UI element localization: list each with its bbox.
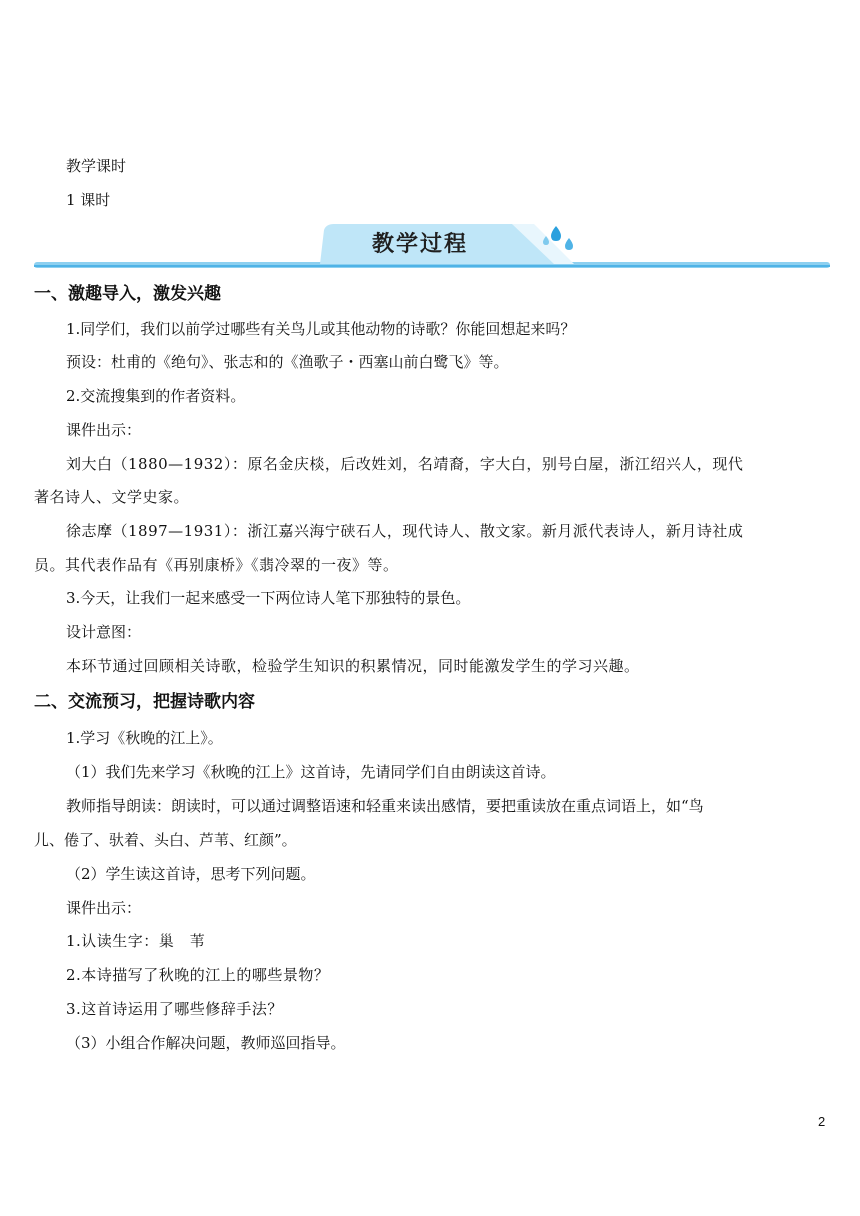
water-drop-icon [551, 226, 561, 241]
paragraph: 徐志摩（1897—1931）：浙江嘉兴海宁硖石人，现代诗人、散文家。新月派代表诗人，新月诗社成 [66, 522, 744, 540]
teaching-hours-label: 教学课时 [66, 157, 127, 175]
paragraph: 课件出示： [66, 421, 142, 439]
paragraph: 教师指导朗读：朗读时，可以通过调整语速和轻重来读出感情，要把重读放在重点词语上，如“鸟 [66, 797, 704, 815]
section-heading-2: 二、交流预习，把握诗歌内容 [34, 692, 255, 712]
paragraph: 预设：杜甫的《绝句》、张志和的《渔歌子・西塞山前白鹭飞》等。 [66, 353, 509, 371]
paragraph: （2）学生读这首诗，思考下列问题。 [66, 865, 316, 883]
paragraph: 设计意图： [66, 623, 142, 641]
paragraph: 员。其代表作品有《再别康桥》《翡冷翠的一夜》等。 [34, 556, 399, 574]
paragraph: 3.今天，让我们一起来感受一下两位诗人笔下那独特的景色。 [66, 589, 471, 607]
paragraph: （3）小组合作解决问题，教师巡回指导。 [66, 1034, 346, 1052]
paragraph: 儿、倦了、驮着、头白、芦苇、红颜”。 [34, 831, 297, 849]
paragraph: 刘大白（1880—1932）：原名金庆棪，后改姓刘，名靖裔，字大白，别号白屋，浙江绍兴人，现代 [66, 455, 744, 473]
paragraph: 1.学习《秋晚的江上》。 [66, 729, 223, 747]
page-number: 2 [818, 1114, 826, 1129]
paragraph: 2.交流搜集到的作者资料。 [66, 387, 246, 405]
paragraph: （1）我们先来学习《秋晚的江上》这首诗，先请同学们自由朗读这首诗。 [66, 763, 556, 781]
teaching-hours-value: 1 课时 [66, 191, 111, 209]
paragraph: 课件出示： [66, 899, 142, 917]
question-item: 2.本诗描写了秋晚的江上的哪些景物？ [66, 966, 330, 984]
question-item: 1.认读生字：巢 苇 [66, 932, 206, 950]
paragraph: 1.同学们，我们以前学过哪些有关鸟儿或其他动物的诗歌？你能回想起来吗？ [66, 320, 576, 338]
section-heading-1: 一、激趣导入，激发兴趣 [34, 284, 221, 304]
paragraph: 本环节通过回顾相关诗歌，检验学生知识的积累情况，同时能激发学生的学习兴趣。 [66, 657, 640, 675]
question-item: 3.这首诗运用了哪些修辞手法？ [66, 1000, 283, 1018]
banner-title: 教学过程 [372, 232, 469, 257]
paragraph: 著名诗人、文学史家。 [34, 488, 190, 506]
